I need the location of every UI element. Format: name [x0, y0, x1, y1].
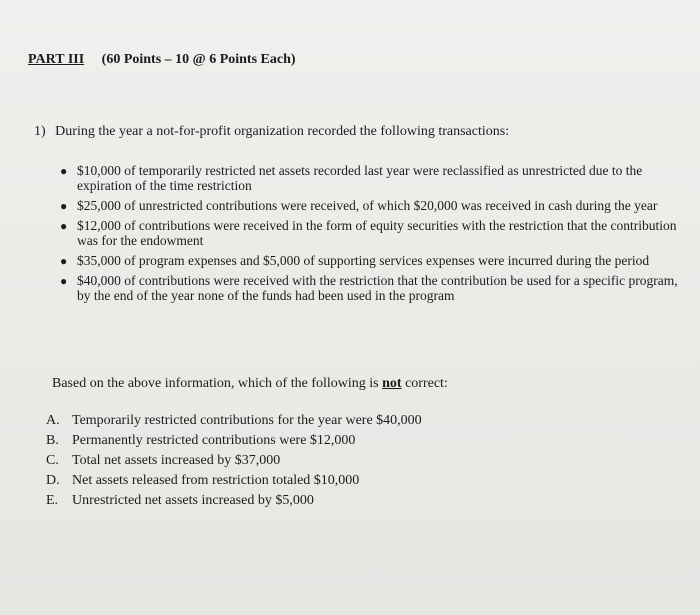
points-summary: (60 Points – 10 @ 6 Points Each) — [101, 52, 296, 67]
option-text: Permanently restricted contributions were $12,000 — [72, 433, 356, 448]
bullet-icon: ● — [60, 274, 68, 288]
prompt-text-after: correct: — [401, 376, 448, 391]
answer-option-e[interactable] — [46, 491, 422, 511]
transaction-text: $35,000 of program expenses and $5,000 of supporting services expenses were incurred during the period — [77, 253, 650, 268]
question-prompt — [52, 376, 448, 392]
option-letter: D. — [46, 473, 60, 488]
option-letter: E. — [46, 493, 59, 508]
answer-options — [46, 411, 422, 511]
answer-option-d[interactable] — [46, 471, 422, 491]
answer-option-b[interactable] — [46, 431, 422, 451]
bullet-icon: ● — [60, 199, 68, 213]
transaction-text: $12,000 of contributions were received in the form of equity securities with the restriction that the contribution was for the endowment — [77, 218, 677, 248]
transaction-text: $25,000 of unrestricted contributions were received, of which $20,000 was received in cash during the year — [77, 198, 658, 213]
bullet-icon: ● — [60, 254, 68, 268]
option-letter: A. — [46, 413, 60, 428]
transaction-text: $40,000 of contributions were received with the restriction that the contribution be used for a specific program, by the end of the year none of the funds had been used in the program — [77, 273, 678, 303]
question-number: 1) — [34, 124, 46, 139]
question-stem — [34, 124, 509, 140]
list-item — [60, 198, 690, 213]
list-item — [60, 253, 690, 268]
list-item — [60, 273, 690, 303]
answer-option-c[interactable] — [46, 451, 422, 471]
part-title: PART III — [28, 52, 85, 67]
prompt-emphasis: not — [382, 376, 402, 391]
bullet-icon: ● — [60, 219, 68, 233]
prompt-text-before: Based on the above information, which of the following is — [52, 376, 383, 391]
transaction-list — [60, 163, 690, 308]
bullet-icon: ● — [60, 164, 68, 178]
transaction-text: $10,000 of temporarily restricted net assets recorded last year were reclassified as unrestricted due to the expiration of the time restriction — [77, 163, 643, 193]
option-text: Temporarily restricted contributions for the year were $40,000 — [72, 413, 422, 428]
option-letter: B. — [46, 433, 59, 448]
option-text: Net assets released from restriction totaled $10,000 — [72, 473, 360, 488]
question-text: During the year a not-for-profit organization recorded the following transactions: — [55, 124, 510, 139]
part-header — [28, 52, 296, 68]
option-text: Total net assets increased by $37,000 — [72, 453, 281, 468]
list-item — [60, 218, 690, 248]
list-item — [60, 163, 690, 193]
answer-option-a[interactable] — [46, 411, 422, 431]
option-letter: C. — [46, 453, 59, 468]
option-text: Unrestricted net assets increased by $5,000 — [72, 493, 314, 508]
